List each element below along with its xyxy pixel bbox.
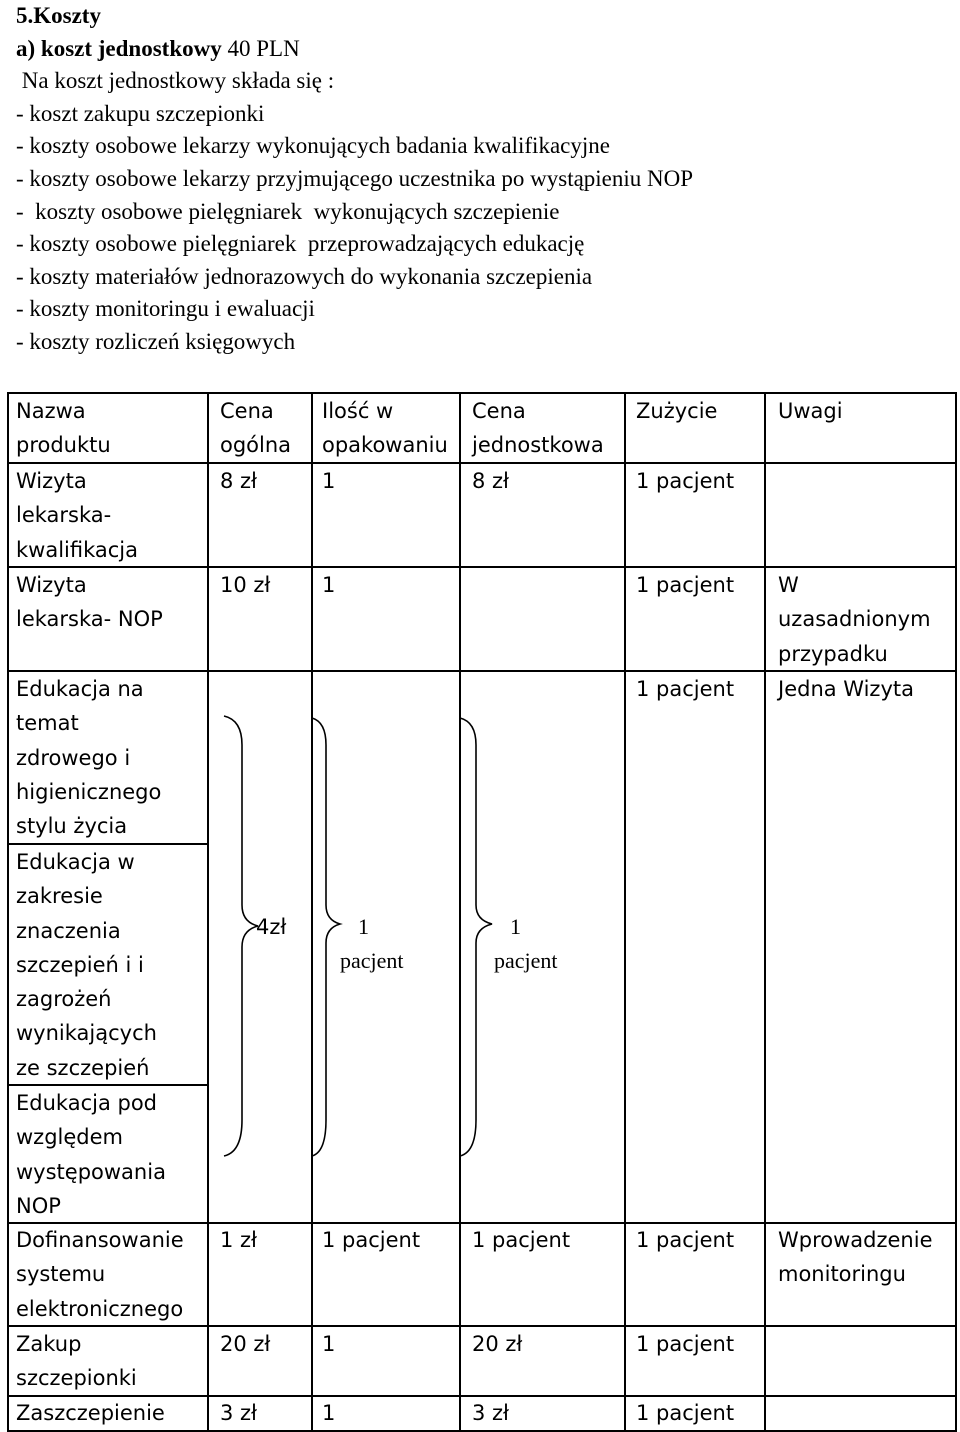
row-total-price: 10 zł: [220, 573, 271, 597]
row-notes: Wprowadzenie monitoringu: [778, 1228, 933, 1287]
group-package-qty: 1 pacjent: [340, 914, 404, 974]
row-package-qty: 1 pacjent: [322, 1228, 421, 1252]
cost-item: - koszt zakupu szczepionki: [16, 100, 265, 126]
cost-item: - koszty rozliczeń księgowych: [16, 328, 296, 354]
row-unit-price: 8 zł: [472, 469, 510, 493]
cost-item: - koszty osobowe pielęgniarek wykonujących szczepienie: [16, 198, 560, 224]
cost-item: - koszty monitoringu i ewaluacji: [16, 296, 315, 322]
row-usage: 1 pacjent: [636, 677, 735, 701]
row-product-name: Dofinansowanie systemu elektronicznego: [16, 1228, 184, 1321]
cost-item: - koszty osobowe lekarzy wykonujących badania kwalifikacyjne: [16, 133, 610, 159]
row-notes: Jedna Wizyta: [778, 677, 914, 701]
cost-intro: Na koszt jednostkowy składa się :: [16, 68, 335, 94]
row-usage: 1 pacjent: [636, 469, 735, 493]
row-usage: 1 pacjent: [636, 1332, 735, 1356]
group-total-price: 4zł: [256, 915, 287, 939]
row-usage: 1 pacjent: [636, 573, 735, 597]
row-product-name: Edukacja pod względem występowania NOP: [16, 1091, 166, 1218]
unit-cost-value: 40 PLN: [221, 35, 300, 61]
cost-item: - koszty osobowe pielęgniarek przeprowadzających edukację: [16, 231, 585, 257]
row-package-qty: 1: [322, 469, 336, 493]
row-unit-price: 1 pacjent: [472, 1228, 571, 1252]
row-total-price: 8 zł: [220, 469, 258, 493]
row-total-price: 3 zł: [220, 1401, 258, 1425]
row-product-name: Edukacja w zakresie znaczenia szczepień i i zagrożeń wynikających ze szczepień: [16, 850, 157, 1080]
header-usage: Zużycie: [636, 399, 718, 423]
row-product-name: Wizyta lekarska- kwalifikacja: [16, 469, 139, 562]
row-total-price: 20 zł: [220, 1332, 271, 1356]
row-package-qty: 1: [322, 573, 336, 597]
header-notes: Uwagi: [778, 399, 843, 423]
row-package-qty: 1: [322, 1332, 336, 1356]
row-unit-price: 20 zł: [472, 1332, 523, 1356]
header-name: Nazwa produktu: [16, 399, 111, 458]
header-package-qty: Ilość w opakowaniu: [322, 399, 448, 458]
row-product-name: Edukacja na temat zdrowego i higienicznego stylu życia: [16, 677, 162, 839]
cost-item: - koszty materiałów jednorazowych do wykonania szczepienia: [16, 263, 593, 289]
cost-item: - koszty osobowe lekarzy przyjmującego uczestnika po wystąpieniu NOP: [16, 165, 694, 191]
unit-cost-label: a) koszt jednostkowy: [16, 35, 222, 61]
header-unit-price: Cena jednostkowa: [472, 399, 604, 458]
row-total-price: 1 zł: [220, 1228, 258, 1252]
row-product-name: Zakup szczepionki: [16, 1332, 137, 1391]
header-total-price: Cena ogólna: [220, 399, 292, 458]
section-title: 5.Koszty: [16, 3, 101, 28]
row-unit-price: 3 zł: [472, 1401, 510, 1425]
row-product-name: Zaszczepienie: [16, 1401, 165, 1425]
row-usage: 1 pacjent: [636, 1401, 735, 1425]
row-product-name: Wizyta lekarska- NOP: [16, 573, 163, 632]
group-unit-price: 1 pacjent: [494, 914, 558, 974]
row-notes: W uzasadnionym przypadku: [778, 573, 931, 666]
row-package-qty: 1: [322, 1401, 336, 1425]
row-usage: 1 pacjent: [636, 1228, 735, 1252]
